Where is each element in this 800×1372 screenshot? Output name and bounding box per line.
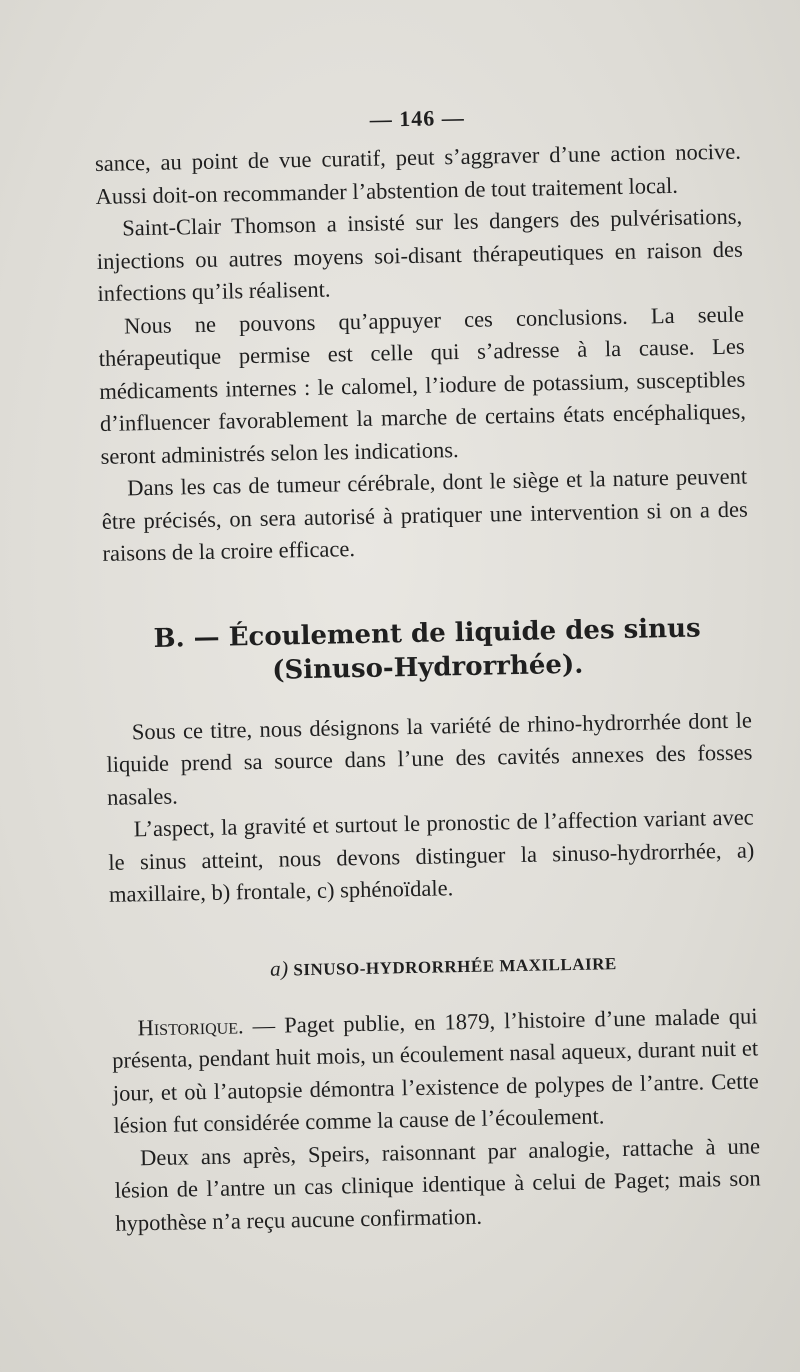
paragraph-continuation: sance, au point de vue curatif, peut s’aggraver d’une action nocive. Aussi doit-on recommander l’abstention de tout traitement local. [94,138,742,209]
paragraph-speirs: Deux ans après, Speirs, raisonnant par analogie, rattache à une lésion de l’antre un cas clinique identique à celui de Paget; mais son hypothèse n’a reçu aucune confirmation. [114,1132,761,1236]
paragraph-distinction: L’aspect, la gravité et surtout le pronostic de l’affection variant avec le sinus atteint, nous devons distinguer la sinuso-hydrorrhée, a) maxillaire, b) frontale, c) sphénoïdale. [108,804,755,907]
paragraph-historique [111,1000,759,1142]
historique-label: Historique. [137,1012,244,1040]
paragraph-conclusions: Nous ne pouvons qu’appuyer ces conclusions. La seule thérapeutique permise est celle qui s’adresse à la cause. Les médicaments internes : le calomel, l’iodure de potassium, susceptibles d’influencer favorablement la marche de certains états encéphaliques, seront administrés selon les indications. [98,301,747,469]
paragraph-definition: Sous ce titre, nous désignons la variété de rhino-hydrorrhée dont le liquide prend sa source dans l’une des cavités annexes des fosses nasales. [106,706,753,810]
page-content [94,100,762,1240]
paragraph-saint-clair: Saint-Clair Thomson a insisté sur les dangers des pulvérisations, injections ou autres moyens soi-disant thérapeutiques en raison des infections qu’ils réalisent. [96,203,743,306]
subsection-letter: a) [269,955,289,981]
section-heading-subtitle: (Sinuso-Hydrorrhée). [271,649,584,686]
subsection-title: SINUSO-HYDRORRHÉE MAXILLAIRE [293,953,617,979]
paragraph-tumeur: Dans les cas de tumeur cérébrale, dont le siège et la nature peuvent être précisés, on sera autorisé à pratiquer une intervention si on a des raisons de la croire efficace. [101,463,748,566]
page-number: — 146 — [369,104,465,132]
section-heading [104,610,751,690]
subsection-heading [130,947,756,984]
section-heading-title: B. — Écoulement de liquide des sinus [153,612,701,654]
historique-text: — Paget publie, en 1879, l’histoire d’une malade qui présenta, pendant huit mois, un écoulement nasal aqueux, durant nuit et jour, et où l’autopsie démontra l’existence de polypes de l’antre. Cette lésion fut considérée comme la cause de l’écoulement. [111,1002,759,1138]
